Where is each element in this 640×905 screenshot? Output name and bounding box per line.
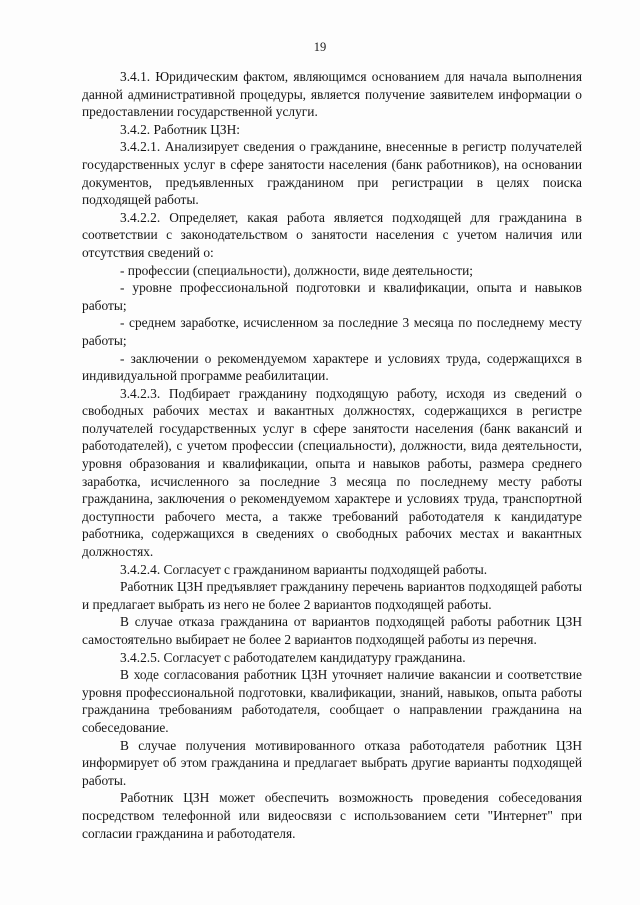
- list-item-average-earnings: - среднем заработке, исчисленном за последние 3 месяца по последнему месту работы;: [82, 315, 582, 348]
- paragraph-employer-refusal: В случае получения мотивированного отказа работодателя работник ЦЗН информирует об этом гражданина и предлагает выбрать другие варианты подходящей работы.: [82, 737, 582, 788]
- paragraph-remote-interview: Работник ЦЗН может обеспечить возможность проведения собеседования посредством телефонной или видеосвязи с использованием сети "Интернет" при согласии гражданина и работодателя.: [82, 790, 582, 841]
- list-item-rehabilitation: - заключении о рекомендуемом характере и условиях труда, содержащихся в индивидуальной программе реабилитации.: [82, 350, 582, 384]
- paragraph-3-4-2-1: 3.4.2.1. Анализирует сведения о гражданине, внесенные в регистр получателей государственных услуг в сфере занятости населения (банк работников), на основании документов, предъявленных гражданином при регистрации в целях поиска подходящей работы.: [82, 139, 582, 208]
- paragraph-3-4-2: 3.4.2. Работник ЦЗН:: [120, 121, 241, 137]
- paragraph-3-4-2-4: 3.4.2.4. Согласует с гражданином варианты подходящей работы.: [120, 561, 488, 577]
- document-body: [82, 68, 582, 842]
- paragraph-3-4-2-3: 3.4.2.3. Подбирает гражданину подходящую работу, исходя из сведений о свободных рабочих местах и вакантных должностях, содержащихся в регистре получателей государственных услуг в сфере занятости населения (банк вакансий и работодателей), с учетом профессии (специальности), должности, вида деятельности, уровня образования и квалификации, опыта и навыков работы, размера среднего заработка, исчисленного за последние 3 месяца по последнему месту работы гражданина, заключения о рекомендуемом характере и условиях труда, транспортной доступности рабочего места, а также требований работодателя к кандидатуре работника, содержащихся в сведениях о свободных рабочих местах и вакантных должностях.: [82, 385, 582, 560]
- page-number: 19: [313, 40, 327, 54]
- paragraph-3-4-1: 3.4.1. Юридическим фактом, являющимся основанием для начала выполнения данной административной процедуры, является получение заявителем информации о предоставлении государственной услуги.: [82, 69, 582, 120]
- paragraph-coordination: В ходе согласования работник ЦЗН уточняет наличие вакансии и соответствие уровня профессиональной подготовки, квалификации, знаний, навыков, опыта работы гражданина требованиям работодателя, сообщает о направлении гражданина на собеседование.: [82, 667, 582, 735]
- paragraph-3-4-2-2: 3.4.2.2. Определяет, какая работа является подходящей для гражданина в соответствии с законодательством о занятости населения с учетом наличия или отсутствия сведений о:: [82, 209, 582, 260]
- list-item-profession: - профессии (специальности), должности, виде деятельности;: [120, 262, 473, 278]
- paragraph-refusal-case: В случае отказа гражданина от вариантов подходящей работы работник ЦЗН самостоятельно выбирает не более 2 вариантов подходящей работы из перечня.: [82, 614, 582, 647]
- paragraph-job-options: Работник ЦЗН предъявляет гражданину перечень вариантов подходящей работы и предлагает выбрать из него не более 2 вариантов подходящей работы.: [82, 579, 582, 612]
- list-item-qualification: - уровне профессиональной подготовки и квалификации, опыта и навыков работы;: [82, 280, 582, 313]
- paragraph-3-4-2-5: 3.4.2.5. Согласует с работодателем кандидатуру гражданина.: [120, 649, 466, 665]
